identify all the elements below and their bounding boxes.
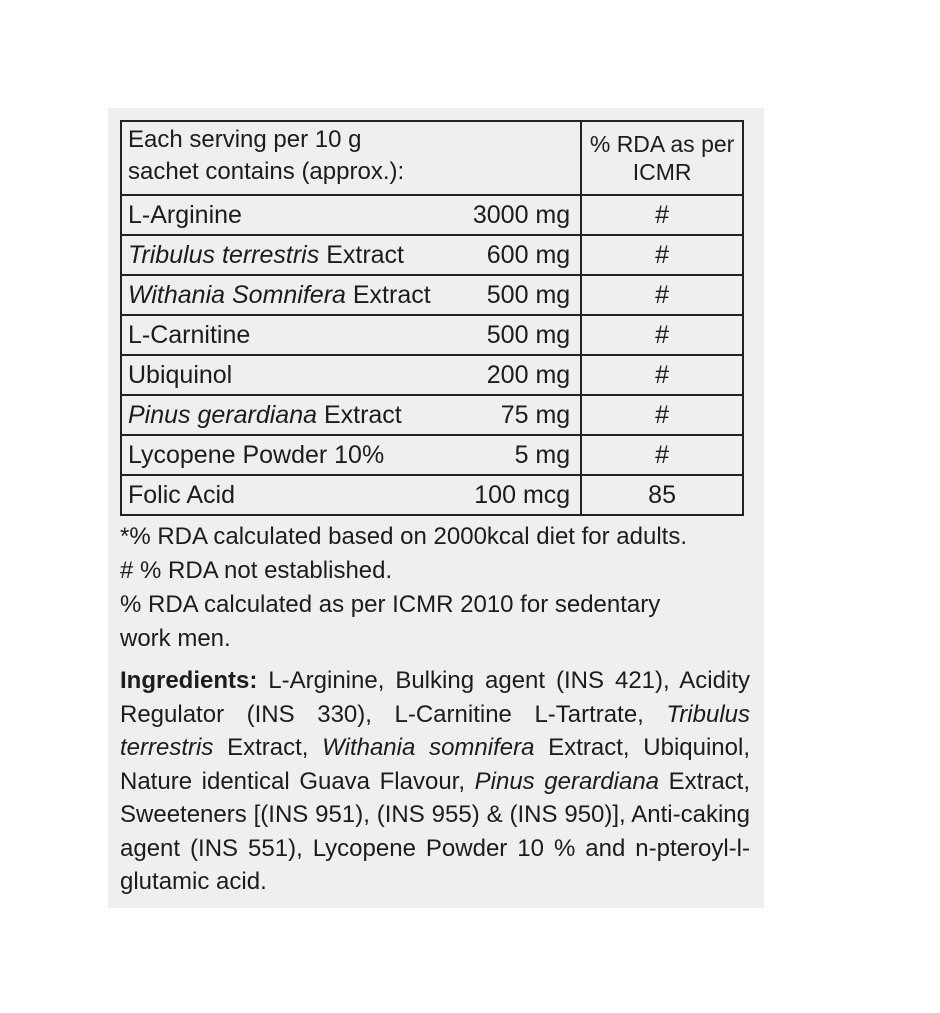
serving-size-line-1: Each serving per 10 g: [128, 126, 362, 153]
nutrient-name-rest: Extract: [345, 280, 431, 309]
nutrient-name: [121, 475, 453, 515]
nutrient-name: [121, 435, 453, 475]
nutrient-name: [121, 355, 453, 395]
nutrition-row: [121, 395, 743, 435]
footnote-rda-not-established: # % RDA not established.: [120, 557, 393, 584]
nutrient-rda: #: [581, 395, 743, 435]
ingredients-text-4: Extract, Sweeteners [(INS 951), (INS 955) & (INS 950)], Anti-caking agent (INS 551), Lycopene Powder 10 % and n-pteroyl-l-glutamic acid.: [120, 767, 750, 895]
footnote-rda-basis: *% RDA calculated based on 2000kcal diet for adults.: [120, 523, 688, 550]
nutrition-row: [121, 195, 743, 235]
nutrition-row: [121, 315, 743, 355]
serving-size-header: [121, 121, 581, 195]
rda-header-line-2: ICMR: [632, 159, 692, 185]
rda-header-line-1: % RDA as per: [589, 131, 735, 157]
nutrient-rda: #: [581, 315, 743, 355]
ingredients-text-2: Extract,: [213, 734, 323, 761]
nutrient-rda: #: [581, 275, 743, 315]
ingredients-italic-1: Tribulus terrestris: [120, 700, 750, 761]
nutrient-quantity: 5 mg: [453, 435, 581, 475]
nutrition-row: [121, 435, 743, 475]
nutrient-quantity: 3000 mg: [453, 195, 581, 235]
nutrition-table-header: [121, 121, 743, 195]
nutrition-row: [121, 355, 743, 395]
nutrient-rda: #: [581, 355, 743, 395]
nutrient-quantity: 600 mg: [453, 235, 581, 275]
ingredients-text-3: Extract, Ubiquinol, Nature identical Guava Flavour,: [120, 734, 751, 795]
nutrient-rda: #: [581, 195, 743, 235]
serving-size-line-2: sachet contains (approx.):: [128, 158, 405, 185]
nutrition-row: [121, 235, 743, 275]
nutrient-name: [121, 395, 453, 435]
footnote-icmr-line-2: work men.: [120, 625, 231, 652]
nutrient-rda: 85: [581, 475, 743, 515]
nutrient-name-italic: Pinus gerardiana: [128, 400, 318, 429]
nutrient-name-italic: Tribulus terrestris: [128, 240, 320, 269]
nutrient-name-text: L-Arginine: [128, 200, 242, 229]
nutrient-name: [121, 275, 453, 315]
nutrient-name-rest: Extract: [317, 400, 402, 429]
ingredients-italic-2: Withania somnifera: [322, 734, 535, 761]
nutrient-quantity: 200 mg: [453, 355, 581, 395]
nutrient-quantity: 500 mg: [453, 275, 581, 315]
ingredients-italic-3: Pinus gerardiana: [474, 767, 660, 795]
nutrient-name: [121, 235, 453, 275]
nutrient-name-text: Folic Acid: [128, 480, 235, 509]
nutrient-name-rest: Extract: [319, 240, 404, 269]
nutrient-name-text: L-Carnitine: [128, 320, 251, 349]
nutrient-rda: #: [581, 435, 743, 475]
ingredients-paragraph: [120, 664, 750, 899]
rda-header: [581, 121, 743, 195]
nutrition-row: [121, 275, 743, 315]
ingredients-text-1: L-Arginine, Bulking agent (INS 421), Acidity Regulator (INS 330), L-Carnitine L-Tartrate,: [120, 667, 750, 728]
ingredients-heading: Ingredients:: [120, 667, 258, 694]
footnotes: [120, 520, 760, 656]
nutrient-rda: #: [581, 235, 743, 275]
nutrient-name: [121, 315, 453, 355]
footnote-icmr-line-1: % RDA calculated as per ICMR 2010 for sedentary: [120, 591, 661, 618]
nutrient-quantity: 500 mg: [453, 315, 581, 355]
nutrient-quantity: 100 mcg: [453, 475, 581, 515]
nutrient-name-text: Ubiquinol: [128, 360, 233, 389]
nutrient-name-text: Lycopene Powder 10%: [128, 440, 385, 469]
nutrient-name-italic: Withania Somnifera: [128, 280, 346, 309]
nutrient-quantity: 75 mg: [453, 395, 581, 435]
nutrition-row: [121, 475, 743, 515]
nutrition-table: [120, 120, 744, 516]
nutrient-name: [121, 195, 453, 235]
